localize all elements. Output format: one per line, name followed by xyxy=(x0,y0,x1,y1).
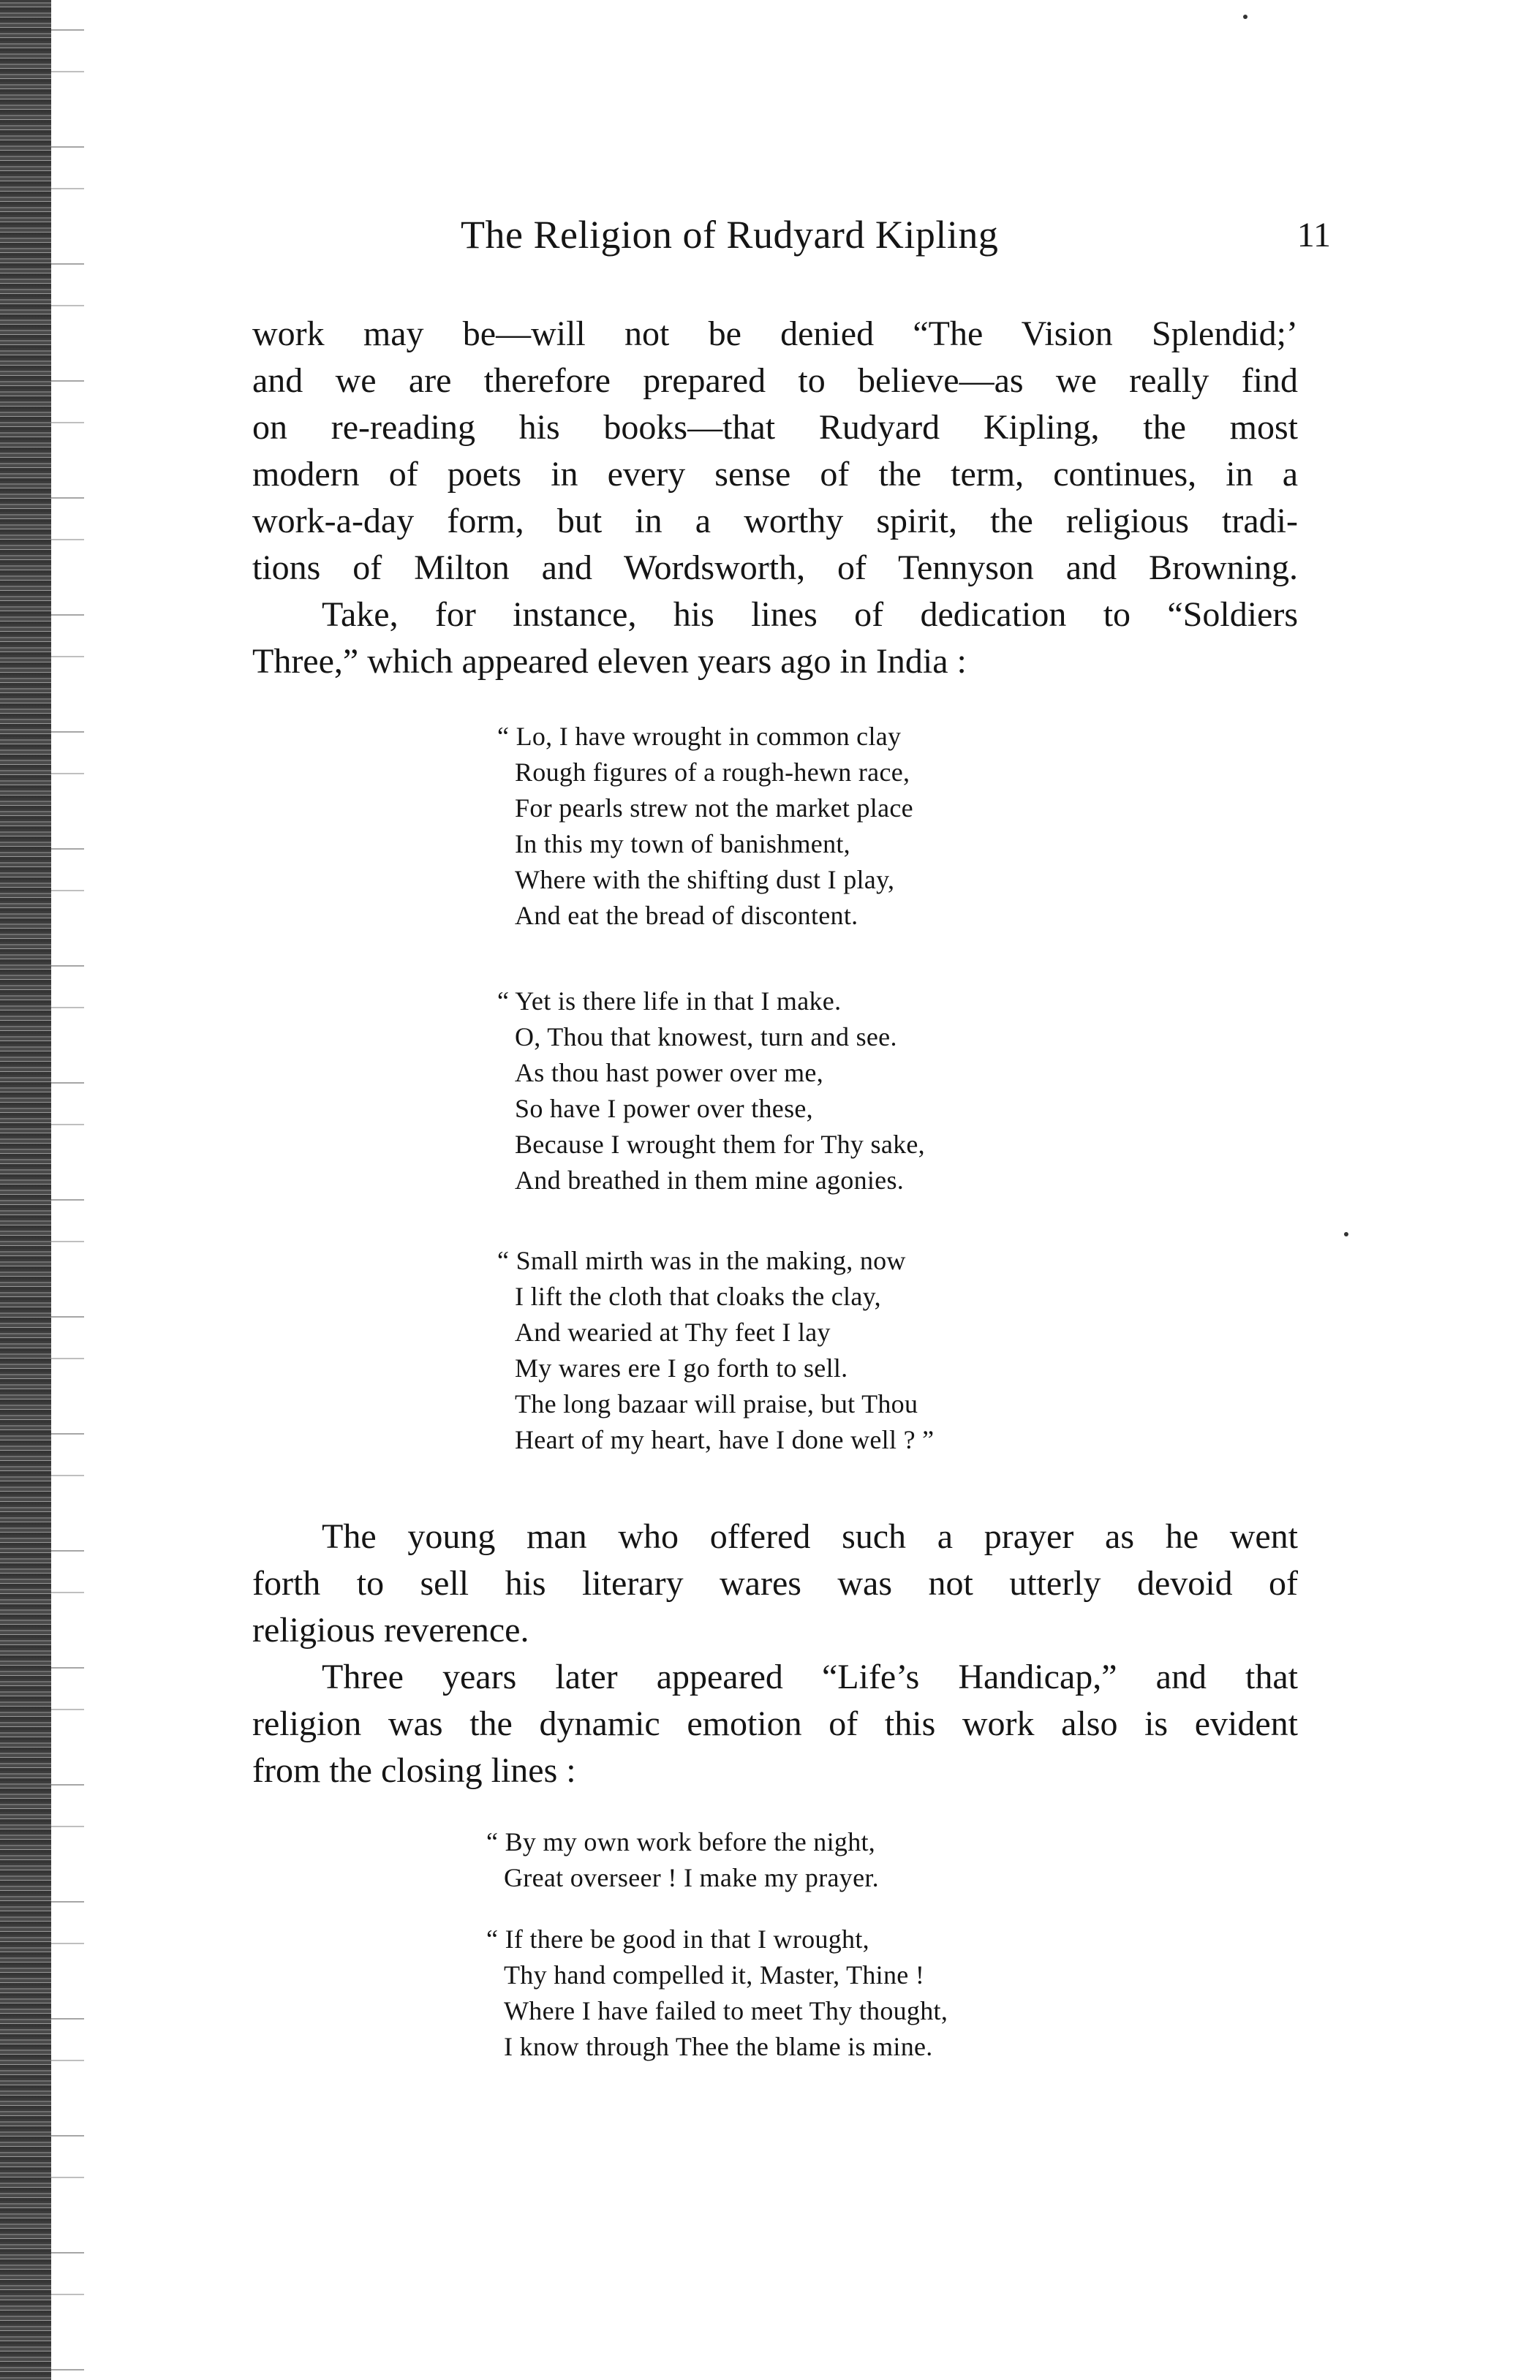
text-line: on re-reading his books—that Rudyard Kipling, the most xyxy=(252,408,1298,447)
verse-stanza xyxy=(486,1922,948,2065)
text-line: Take, for instance, his lines of dedication to “Soldiers xyxy=(322,595,1298,634)
page-header xyxy=(461,212,1331,271)
text-line: work may be—will not be denied “The Vision Splendid;’ xyxy=(252,314,1298,353)
paragraph-block xyxy=(252,311,1298,685)
page-binding-edge xyxy=(0,0,51,2380)
verse-line: “ If there be good in that I wrought, xyxy=(486,1924,869,1954)
text-line: forth to sell his literary wares was not utterly devoid of xyxy=(252,1564,1298,1603)
running-title: The Religion of Rudyard Kipling xyxy=(461,213,999,257)
verse-line: And eat the bread of discontent. xyxy=(515,901,858,930)
page-number: 11 xyxy=(1296,216,1331,254)
text-line: work-a-day form, but in a worthy spirit, the religious tradi- xyxy=(252,502,1298,540)
verse-line: I know through Thee the blame is mine. xyxy=(504,2032,933,2061)
text-line: and we are therefore prepared to believe—as we really find xyxy=(252,361,1298,400)
verse-line: And breathed in them mine agonies. xyxy=(515,1166,905,1195)
verse-line: Great overseer ! I make my prayer. xyxy=(504,1863,879,1892)
verse-line: The long bazaar will praise, but Thou xyxy=(515,1389,918,1418)
verse-line: Because I wrought them for Thy sake, xyxy=(515,1130,925,1159)
verse-line: “ Small mirth was in the making, now xyxy=(497,1246,906,1275)
verse-line: I lift the cloth that cloaks the clay, xyxy=(515,1282,881,1311)
verse-line: “ By my own work before the night, xyxy=(486,1827,876,1856)
text-line: Three years later appeared “Life’s Handicap,” and that xyxy=(322,1658,1298,1696)
verse-line: My wares ere I go forth to sell. xyxy=(515,1353,848,1383)
verse-line: “ Yet is there life in that I make. xyxy=(497,986,842,1016)
text-line: tions of Milton and Wordsworth, of Tennyson and Browning. xyxy=(252,548,1298,587)
verse-line: For pearls strew not the market place xyxy=(515,793,913,823)
verse-line: In this my town of banishment, xyxy=(515,829,850,858)
text-line: modern of poets in every sense of the term, continues, in a xyxy=(252,455,1298,494)
verse-line: Where I have failed to meet Thy thought, xyxy=(504,1996,948,2025)
verse-line: Rough figures of a rough-hewn race, xyxy=(515,758,910,787)
text-line: religion was the dynamic emotion of this work also is evident xyxy=(252,1704,1298,1743)
verse-stanza xyxy=(497,983,925,1198)
binding-shadow xyxy=(51,0,84,2380)
verse-line: O, Thou that knowest, turn and see. xyxy=(515,1022,897,1051)
verse-stanza xyxy=(486,1824,879,1896)
verse-line: And wearied at Thy feet I lay xyxy=(515,1318,831,1347)
text-line: Three,” which appeared eleven years ago in India : xyxy=(252,642,967,681)
verse-line: Thy hand compelled it, Master, Thine ! xyxy=(504,1960,925,1990)
print-speck xyxy=(1243,15,1248,19)
verse-line: As thou hast power over me, xyxy=(515,1058,824,1087)
print-speck xyxy=(1344,1232,1348,1236)
text-line: The young man who offered such a prayer as he went xyxy=(322,1517,1298,1556)
verse-line: Where with the shifting dust I play, xyxy=(515,865,895,894)
verse-line: So have I power over these, xyxy=(515,1094,813,1123)
text-line: from the closing lines : xyxy=(252,1751,576,1790)
verse-stanza xyxy=(497,719,913,934)
text-line: religious reverence. xyxy=(252,1611,529,1650)
verse-stanza xyxy=(497,1243,934,1458)
paragraph-block xyxy=(252,1514,1298,1794)
verse-line: Heart of my heart, have I done well ? ” xyxy=(515,1425,935,1454)
verse-line: “ Lo, I have wrought in common clay xyxy=(497,722,902,751)
